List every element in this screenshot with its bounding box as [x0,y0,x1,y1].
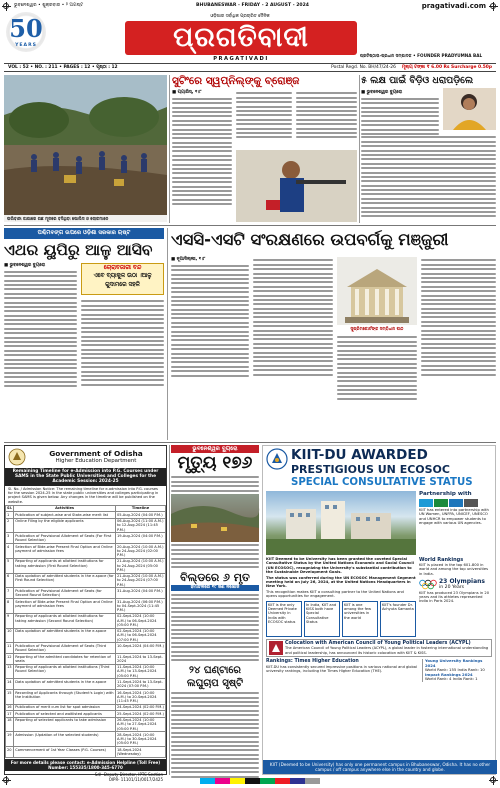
volume-info: VOL : 52 • NO. : 211 • PAGES : 12 • ପୃଷ୍ଠା : 12 [8,65,118,70]
table-cell-sl: 15 [6,689,14,704]
kiit-line2: PRESTIGIOUS UN ECOSOC [291,463,450,476]
kiit-cta: KIIT (Deemed to be University) has only one permanent campus in Bhubaneswar, Odisha. It has no other campus / off campus anywhere else in the country and globe. [263,760,497,774]
kiit-card-4: KIIT's founder Dr. Achyuta Samanta [380,601,416,637]
table-row [6,747,166,758]
bdo-photo [443,88,496,130]
table-cell-act: Reporting of applicants at allotted institutions (Third Round Selection) [14,664,116,679]
table-cell-act: Reporting of the admitted candidates for retention of seats [14,653,116,664]
story4-col3 [337,334,417,437]
table-cell-sl: 7 [6,588,14,599]
table-cell-act: Publication of selected and waitlisted applicants [14,711,116,717]
story2-headline: ୫ ଲକ୍ଷ ପାଇଁ ବିଡ଼ିଓ ଧରାପଡ଼ିଲେ [361,75,474,86]
disaster-title: ମୃତ୍ୟୁ ୧୭୬ [177,453,253,473]
partnership-title: Partnership with [419,491,472,497]
story4-col2 [253,257,333,437]
kiit-para3: This recognition makes KIIT a consulting partner to the United Nations and opens opportunities for engagement. [266,589,404,599]
table-cell-time: 24-Sept-2024 (02:00 P.M.) [117,705,164,710]
masthead-title-box [125,21,357,55]
lead-photo [4,75,167,222]
table-row [6,573,166,588]
story4-photo-caption: ସୁପ୍ରିମକୋର୍ଟଙ୍କ ସମ୍ବିଧାନ ପୀଠ [350,326,404,331]
govt-ad-title: Remaining Timeline for e-Admission into P.G. Courses under SAMS in the State Public Universities and Colleges for the Academic Session: 2024-25 [5,468,166,486]
kiit-line1: KIIT-DU AWARDED [291,447,428,463]
table-header-timeline: Timeline [116,505,166,511]
kiit-para2: The status was conferred during the UN ECOSOC Management Segment meeting held on July 26, 2024, at the United Nations Headquarters in New York. [266,575,416,589]
kiit-line3: SPECIAL CONSULTATIVE STATUS [291,477,473,488]
table-cell-act: Data updation of admitted students in the e-space [14,628,116,643]
partner-logos [419,499,492,507]
disaster-subkicker: ହିମାଚଳରେ ୧୯ ଜଣ ନିଖୋଜ [171,585,259,592]
table-cell-time: 05-Aug-2024 (04:00 P.M.) [116,512,166,518]
table-cell-time: 18-Sept-2024 (Wednesday) [116,747,166,758]
table-row [6,558,166,573]
banner-strip: ପଶ୍ଚିମବଙ୍ଗ ଉପରେ ଓଡ଼ିଶା ସରକାର ଋଷ୍ଟ [4,228,164,239]
table-cell-time: 11-Sept-2024 to 13-Sept-2024 [116,653,166,664]
disaster-kicker: ଭୁବନେଶ୍ୱର ବ୍ୟୁରୋ [171,445,259,453]
the-ranking-title: Rankings: Times Higher Education [266,659,359,665]
story3-headline: ଏଥର ୟୁପିରୁ ଆଳୁ ଆସିବ [4,241,153,259]
table-cell-sl: 17 [6,711,14,717]
story3-byline: ■ ଭୁବନେଶ୍ୱର ବ୍ୟୁରୋ [4,263,46,268]
govt-ad-table [5,505,166,758]
table-cell-act: Selection of Bide-wise Present Final Option and Online payment of admission fees [14,598,116,613]
lead-photo-caption: ତାଲିବାନୀ ଜାଗାରେ ଗଛ ମୂଳରେ ବସିଥିବା ପୋଲିସ ଓ ଲୋକମାନେ [4,215,167,222]
table-row [6,689,166,704]
the-ranking-text: KIIT-DU has consistently secured impressive positions in various national and global university rankings, including the Times Higher Education (THE). [266,665,417,674]
rankings-side-title: World Rankings [419,557,464,563]
odisha-emblem-icon [8,448,26,466]
story3-col1 [4,263,77,438]
table-row [6,613,166,628]
table-cell-time: 02-Sept-2024 (10:00 A.M.) to 06-Sept-2024 (05:00 P.M.) [116,613,166,628]
acypl-box [266,639,492,657]
table-cell-time: 02-Sept-2024 (10:00 A.M.) to 06-Sept-2024 (07:00 P.M.) [116,628,166,643]
table-cell-sl: 13 [6,664,14,679]
table-row [6,717,166,732]
partnership-text: KIIT has entered into partnership with UN Women, UNFPA, UNICEF, UNESCO and UNHCR to empower students to engage with various UN agencies. [419,508,489,526]
story4-headline: ଏସସି-ଏସଟି ସଂରକ୍ଷଣରେ ଉପବର୍ଗକୁ ମଞ୍ଜୁରୀ [171,230,449,249]
table-row [6,588,166,599]
story3-box-title: ଚୋରାବଜାରୀ ବନ୍ଦ [103,265,142,271]
table-cell-act: Publication of Provisional Allotment of Seats (For First Round Selection) [14,533,116,544]
table-cell-sl: 12 [6,653,14,664]
price-info: ମୂଲ୍ୟ ଟଙ୍କା ₹ 6.00 Rs Surcharge 0.50p [401,65,492,70]
table-cell-act: Publication of Provisional Allotment of Seats (for Second Round Selection) [14,588,116,599]
kiit-ad [262,445,496,775]
table-cell-act: Data updation of admitted students in the e-space (for First Round Selection) [14,573,116,588]
volume-strip [4,63,496,72]
govt-ad-notice: Sl. No. / Admission Notice: The remaining timeline for e-admission into P.G. courses for the session 2024-25 in the state public universities and colleges participating in project SAMS is given below. Any changes in the timeline will be published on the website. [8,486,159,504]
registration-mark [490,3,496,9]
table-row [6,664,166,679]
supreme-court-photo [337,257,417,325]
dateline-left: ଭୁବନେଶ୍ୱର • ଶୁକ୍ରବାର • ୨ ଅଗଷ୍ଟ [14,3,84,8]
story2-byline: ■ ଭୁବନେଶ୍ୱର ବ୍ୟୁରୋ [361,90,403,95]
masthead-title: ପ୍ରଗତିବାଦୀ [173,22,309,53]
table-cell-act: Publication of merit cum list for spot admission [14,704,116,710]
table-cell-act: Commencement of 1st Year Classes (P.G. Courses) [14,747,116,758]
story1-byline: ■ ପ୍ୟାରିସ୍, ୧।୮ [172,90,202,95]
dateline-right: pragativadi.com [421,2,486,10]
table-cell-time: 21-Aug-2024 (10:00 A.M.) to 24-Aug-2024 (07:00 P.M.) [116,573,166,588]
the-side-4: World Rank: 4 India Rank: 1 [425,676,478,682]
table-cell-sl: 11 [6,643,14,654]
acypl-text: The American Council of Young Political Leaders (ACYPL), a global leader in fostering international understanding and political leadership, has announced its historic colocation with KIIT & KISS. [285,646,489,655]
landslide-photo [171,494,259,542]
table-cell-act: Selection of Bide-wise Present Final Option and Online payment of admission fees [14,543,116,558]
the-side-1: Young University Rankings 2024 [425,658,483,668]
table-cell-time: 16-Sept-2024 (10:00 A.M.) to 20-Sept-2024 (11:45 P.M.) [116,689,166,704]
anniversary-number: 50 [9,14,43,43]
table-cell-time: 28-Sept-2024 (10:00 A.M.) to 30-Sept-2024 (05:00 P.M.) [116,732,166,747]
table-cell-act: Online Filing by the eligible applicants [14,518,116,533]
table-cell-act: Data updation of admitted students in the e-space [14,679,116,690]
table-cell-act: Reporting of applicants at allotted institutions for taking admission (First Round Selection) [14,558,116,573]
kiit-para1: KIIT Deemed to be University has been granted the coveted Special Consultative Status by the United Nations Economic and Social Council (UN ECOSOC), recognizing the University's substantial contribution to the Sustainable Development Goals. [266,557,414,575]
table-header-sl: Sl. [7,506,13,511]
shooter-photo [236,150,357,222]
govt-name: Government of Odisha [49,449,143,458]
postal-info: Postal Regd. No. BH/47/24-26 [331,65,396,70]
lead-photo-scene [4,75,167,222]
table-cell-time: 06-Aug-2024 (11:00 A.M.) to 12-Aug-2024 (11:45 P.M.) [116,518,166,533]
govt-ad [4,445,167,782]
table-cell-time: 21-Aug-2024 (10:00 A.M.) to 24-Aug-2024 (05:00 P.M.) [116,558,166,573]
govt-ad-table-body [6,512,166,758]
table-cell-sl: 20 [6,747,14,758]
color-calibration-bar [200,778,320,784]
the-side-2: World Rank: 155 India Rank: 10 [425,667,485,673]
table-cell-sl: 5 [6,558,14,573]
table-cell-act: Publication of Provisional Allotment of Seats (Third Round Selection) [14,643,116,654]
table-cell-time: 10-Sept-2024 (04:00 P.M.) [116,643,166,654]
story1-body [172,90,232,218]
dateline [14,2,486,10]
table-cell-sl: 18 [6,717,14,732]
table-cell-time: 11-Sept-2024 (10:00 A.M.) to 13-Sept-2024 (05:00 P.M.) [116,664,166,679]
olympic-rings-icon [419,579,437,590]
table-cell-sl: 2 [6,518,14,533]
table-cell-sl: 6 [6,573,14,588]
olympians-title: 23 Olympians [439,578,486,586]
table-cell-act: Admission (Updation of the selected students) [14,732,116,747]
table-cell-time: 11-Sept-2024 to 13-Sept-2024 (07:00 P.M.) [116,679,166,690]
story4-col4 [421,257,496,437]
govt-dept: Higher Education Department [55,458,137,464]
table-cell-sl: 1 [6,512,14,518]
masthead-tagline: ଓଡ଼ିଶାର ସର୍ବାଧିକ ପ୍ରଚାରିତ ଦୈନିକ [210,14,270,19]
unfpa-logo [434,499,448,507]
table-header-activity: Activities [14,505,116,511]
un-women-logo [419,499,433,507]
table-cell-sl: 3 [6,533,14,544]
dateline-center: BHUBANESWAR - FRIDAY - 2 AUGUST - 2024 [196,3,309,8]
table-cell-sl: 19 [6,732,14,747]
table-cell-act: Recording of Applicants through (Student's Login) with the Institution [14,689,116,704]
masthead-founder: ପ୍ରତିଷ୍ଠାତା-ପ୍ରଧାନ ସମ୍ପାଦକ • FOUNDER PRADYUMNA BAL [360,53,483,58]
rankings-side-text: KIIT is placed in the top 601-800 in world and among the top universities in India. [419,563,489,576]
the-side-3: Impact Rankings 2024 [425,671,473,677]
table-row [6,643,166,654]
story1-col2 [236,90,292,146]
table-cell-sl: 4 [6,543,14,558]
weather-title: ୨୪ ଘଣ୍ଟାରେ [189,664,241,676]
govt-ad-header [5,446,166,468]
disaster-subtitle: ବିଲ୍ଡରେ ୬ ମୃତ [180,570,250,584]
story3-box [81,263,164,295]
table-cell-sl: 16 [6,704,14,710]
story1-col3 [296,90,357,146]
registration-mark [3,3,9,9]
govt-ad-oipr: OIPR- 11101/11/0017/2425 [108,776,163,782]
table-cell-sl: 8 [6,598,14,613]
table-cell-act: Publication of subject-wise and State-wise merit list [14,512,116,518]
anniversary-label: YEARS [15,43,37,48]
table-cell-time: 19-Aug-2024 (04:00 P.M.) [116,533,166,544]
campus-photo [266,491,416,555]
table-cell-time: 20-Aug-2024 (10:00 A.M.) to 24-Aug-2024 (02:00 P.M.) [116,543,166,558]
story2-body [361,90,439,137]
acypl-title: Colocation with American Council of Young Political Leaders (ACYPL) [285,640,471,646]
table-cell-time: 31-Aug-2024 (06:00 P.M.) to 04-Sept-2024 (11:45 P.M.) [116,598,166,613]
kiit-card-1: KIIT is the only Deemed Private University in India with ECOSOC status [266,601,302,637]
olympians-subtitle: in 20 Years [439,585,465,591]
govt-ad-footer: For more details please contact: e-Admission Helpline (Toll Free) Number: 155335/1800-345-6770 [5,759,166,771]
table-row [6,732,166,747]
table-cell-act: Reporting of selected applicants to take admission [14,717,116,732]
story3-box-line1: ଏବେ ବ୍ୟାକୁଳ ଉଠା ।ଆଳୁ [93,273,152,279]
story2-more [361,134,496,222]
table-cell-time: 31-Aug-2024 (04:00 P.M.) [116,588,166,599]
anniversary-logo [6,12,46,52]
table-row [6,679,166,690]
unesco-logo [464,499,478,507]
story3-col2 [81,298,164,438]
kiit-logo-icon [266,448,288,470]
kiit-card-3: KIIT is one among the few universities in the world [342,601,378,637]
unicef-logo [449,499,463,507]
table-cell-sl: 10 [6,628,14,643]
table-cell-sl: 14 [6,679,14,690]
table-cell-act: Reporting of applicants at allotted institutions for taking admission (Second Round Selection) [14,613,116,628]
table-row [6,518,166,533]
acypl-logo-icon [269,641,283,655]
weather-title-2: ଲଘୁଚାପ ସୃଷ୍ଟି [186,677,244,689]
govt-ad-sign: Sd/- Deputy Director, IPTC Section [94,771,163,777]
table-cell-time: 25-Sept-2024 (02:00 P.M.) [117,711,164,716]
registration-mark [490,777,496,783]
story4-byline: ■ ନୂଆଦିଲ୍ଲୀ, ୧।୮ [171,257,206,262]
disaster-column [171,445,259,775]
table-row [6,533,166,544]
story4-col1 [171,257,249,437]
table-row [6,543,166,558]
table-cell-sl: 9 [6,613,14,628]
kiit-card-2: In India, KIIT and KISS both have Special Consultative Status [304,601,340,637]
table-row [6,628,166,643]
table-cell-time: 26-Sept-2024 (10:00 A.M.) to 27-Sept-2024 (05:00 P.M.) [116,717,166,732]
masthead-subtitle: PRAGATIVADI [213,56,269,62]
story1-headline: ସୁଟିଂରେ ସ୍ୱପ୍ନିଲ୍‌ଙ୍କୁ ବ୍ରୋଞ୍ଜ [172,75,300,87]
table-row [6,598,166,613]
story3-box-line2: ଗୁଦାମରେ ସହଳି [105,282,140,288]
olympians-text: KIIT has produced 23 Olympians in 20 years and its athletes represented India in Paris 2024. [419,590,490,604]
table-row [6,653,166,664]
